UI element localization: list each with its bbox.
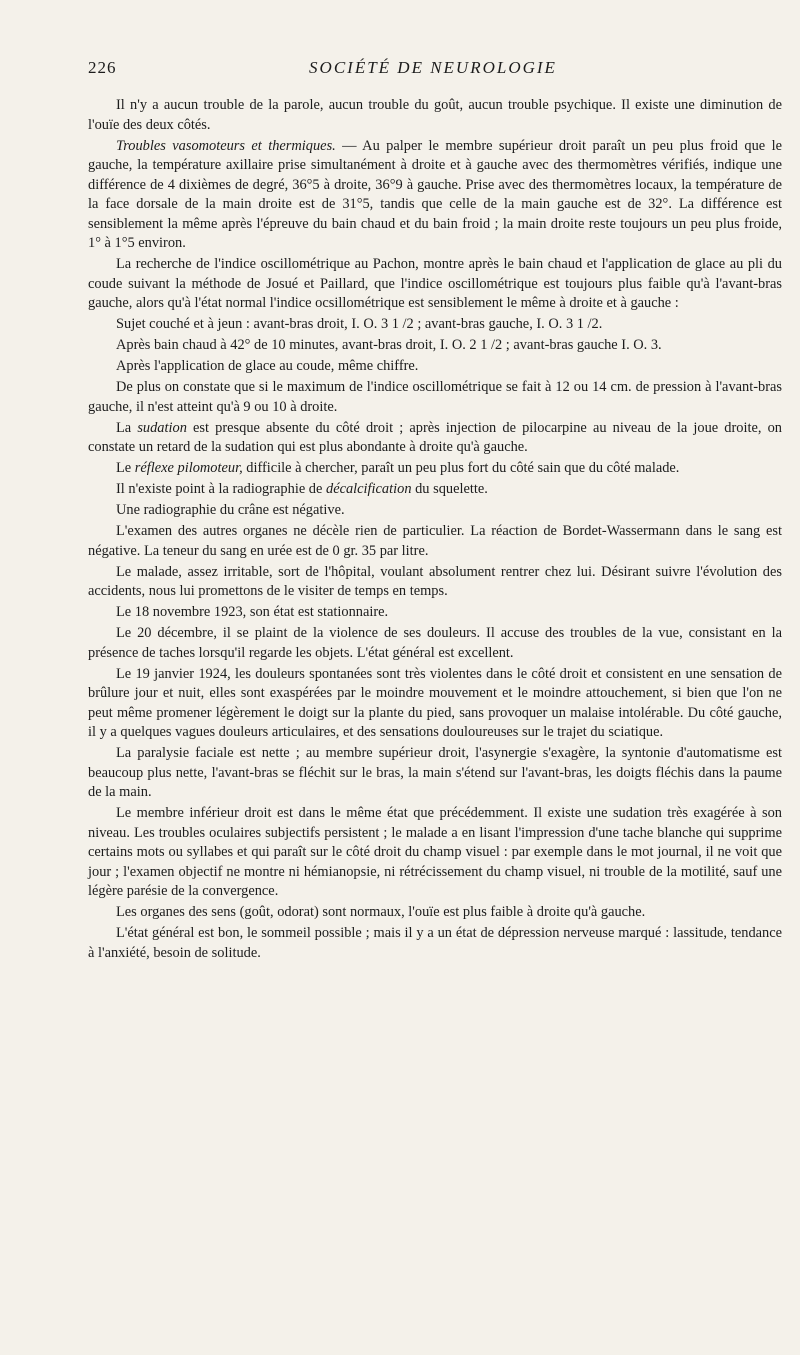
- paragraph: [88, 603, 782, 623]
- paragraph-prefix: Le: [116, 460, 135, 476]
- paragraph-text: L'état général est bon, le sommeil possible ; mais il y a un état de dépression nerveuse marqué : lassitude, tendance à l'anxiété, besoin de solitude.: [88, 925, 782, 961]
- paragraph: [88, 480, 782, 500]
- paragraph-text: Le 18 novembre 1923, son état est stationnaire.: [116, 604, 389, 620]
- paragraph: [88, 255, 782, 314]
- paragraph-text: Le membre inférieur droit est dans le même état que précédemment. Il existe une sudation très exagérée à son niveau. Les troubles oculaires subjectifs persistent ; le malade a en lisant l'impression d'une tache blanche qui supprime certains mots ou syllabes et qui paraît sur le côté droit du champ visuel : par exemple dans le mot journal, il ne voit que jour ; l'examen objectif ne montre ni hémianopsie, ni rétrécissement du champ visuel, ni trouble de la motilité, sauf une légère parésie de la convergence.: [88, 805, 782, 899]
- paragraph-text: difficile à chercher, paraît un peu plus fort du côté sain que du côté malade.: [242, 460, 680, 476]
- paragraph-text: Le 20 décembre, il se plaint de la violence de ses douleurs. Il accuse des troubles de la vue, consistant en la présence de taches lorsqu'il regarde les objets. L'état général est excellent.: [88, 625, 782, 661]
- paragraph: [88, 336, 782, 356]
- paragraph-text: Le malade, assez irritable, sort de l'hôpital, voulant absolument rentrer chez lui. Désirant suivre l'évolution des accidents, nous lui promettons de le visiter de temps en temps.: [88, 563, 782, 599]
- paragraph-text: La recherche de l'indice oscillométrique au Pachon, montre après le bain chaud et l'application de glace au pli du coude suivant la méthode de Josué et Paillard, que l'indice oscillométrique est toujours plus faible qu'à l'avant-bras gauche, alors qu'à l'état normal l'indice ocsillométrique est sensiblement le même à droite et à gauche :: [88, 256, 782, 311]
- italic-term: réflexe pilomoteur,: [134, 460, 243, 476]
- paragraph: [88, 459, 782, 479]
- paragraph: [88, 522, 782, 561]
- paragraph-text: — Au palper le membre supérieur droit paraît un peu plus froid que le gauche, la température axillaire prise simultanément à droite et à gauche avec des thermomètres vérifiés, indique une différence de 4 dixièmes de degré, 36°5 à droite, 36°9 à gauche. Prise avec des thermomètres locaux, la température de la face dorsale de la main droite est de 31°5, tandis que celle de la main gauche est de 32°. La différence est sensiblement la même après l'épreuve du bain chaud et du bain froid ; la main droite reste toujours un peu plus froide, 1° à 1°5 environ.: [88, 137, 782, 251]
- paragraph: [88, 563, 782, 602]
- paragraph: [88, 96, 782, 135]
- running-title: SOCIÉTÉ DE NEUROLOGIE: [309, 58, 557, 77]
- italic-term: Troubles vasomoteurs et thermiques.: [116, 137, 336, 154]
- paragraph-text: Le 19 janvier 1924, les douleurs spontanées sont très violentes dans le côté droit et consistent en une sensation de brûlure jour et nuit, elles sont exaspérées par le moindre mouvement et le moindre attouchement, si bien que l'on ne peut même promener légèrement le doigt sur la plante du pied, sans provoquer un malaise intolérable. Du côté gauche, il y a quelques vagues douleurs articulaires, et des sensations douloureuses sur le trajet du sciatique.: [88, 665, 782, 740]
- paragraph-text: Une radiographie du crâne est négative.: [116, 502, 345, 518]
- paragraph: [88, 501, 782, 521]
- paragraph-text: Sujet couché et à jeun : avant-bras droit, I. O. 3 1 /2 ; avant-bras gauche, I. O. 3 1 /2.: [116, 316, 603, 332]
- paragraph: [88, 903, 782, 923]
- paragraph-text: La paralysie faciale est nette ; au membre supérieur droit, l'asynergie s'exagère, la syntonie d'automatisme est beaucoup plus nette, l'avant-bras se fléchit sur le bras, la main s'étend sur l'avant-bras, les doigts fléchis dans la paume de la main.: [88, 745, 782, 800]
- paragraph: [88, 419, 782, 458]
- paragraph-text: Il n'y a aucun trouble de la parole, aucun trouble du goût, aucun trouble psychique. Il existe une diminution de l'ouïe des deux côtés.: [88, 97, 782, 133]
- paragraph: [88, 744, 782, 803]
- page-number: 226: [88, 58, 117, 77]
- paragraph: [88, 624, 782, 663]
- italic-term: sudation: [137, 419, 187, 436]
- paragraph-text: du squelette.: [411, 481, 488, 497]
- paragraph-prefix: La: [116, 419, 138, 436]
- article-body: [88, 96, 782, 965]
- paragraph: [88, 378, 782, 417]
- italic-term: décalcification: [326, 481, 412, 497]
- paragraph-text: L'examen des autres organes ne décèle rien de particulier. La réaction de Bordet-Wassermann dans le sang est négative. La teneur du sang en urée est de 0 gr. 35 par litre.: [88, 523, 782, 559]
- paragraph-text: De plus on constate que si le maximum de l'indice oscillométrique se fait à 12 ou 14 cm. de pression à l'avant-bras gauche, il n'est atteint qu'à 9 ou 10 à droite.: [88, 379, 782, 415]
- paragraph: [88, 924, 782, 963]
- paragraph: [88, 137, 782, 254]
- paragraph-prefix: Il n'existe point à la radiographie de: [116, 481, 326, 497]
- paragraph-text: Les organes des sens (goût, odorat) sont normaux, l'ouïe est plus faible à droite qu'à gauche.: [116, 904, 646, 920]
- paragraph-text: est presque absente du côté droit ; après injection de pilocarpine au niveau de la joue droite, on constate un retard de la sudation qui est plus abondante à droite qu'à gauche.: [88, 419, 782, 455]
- paragraph: [88, 315, 782, 335]
- paragraph: [88, 665, 782, 743]
- paragraph: [88, 357, 782, 377]
- page-header: [88, 58, 778, 82]
- paragraph: [88, 804, 782, 902]
- paragraph-text: Après l'application de glace au coude, même chiffre.: [116, 358, 419, 374]
- paragraph-text: Après bain chaud à 42° de 10 minutes, avant-bras droit, I. O. 2 1 /2 ; avant-bras gauche I. O. 3.: [116, 337, 662, 353]
